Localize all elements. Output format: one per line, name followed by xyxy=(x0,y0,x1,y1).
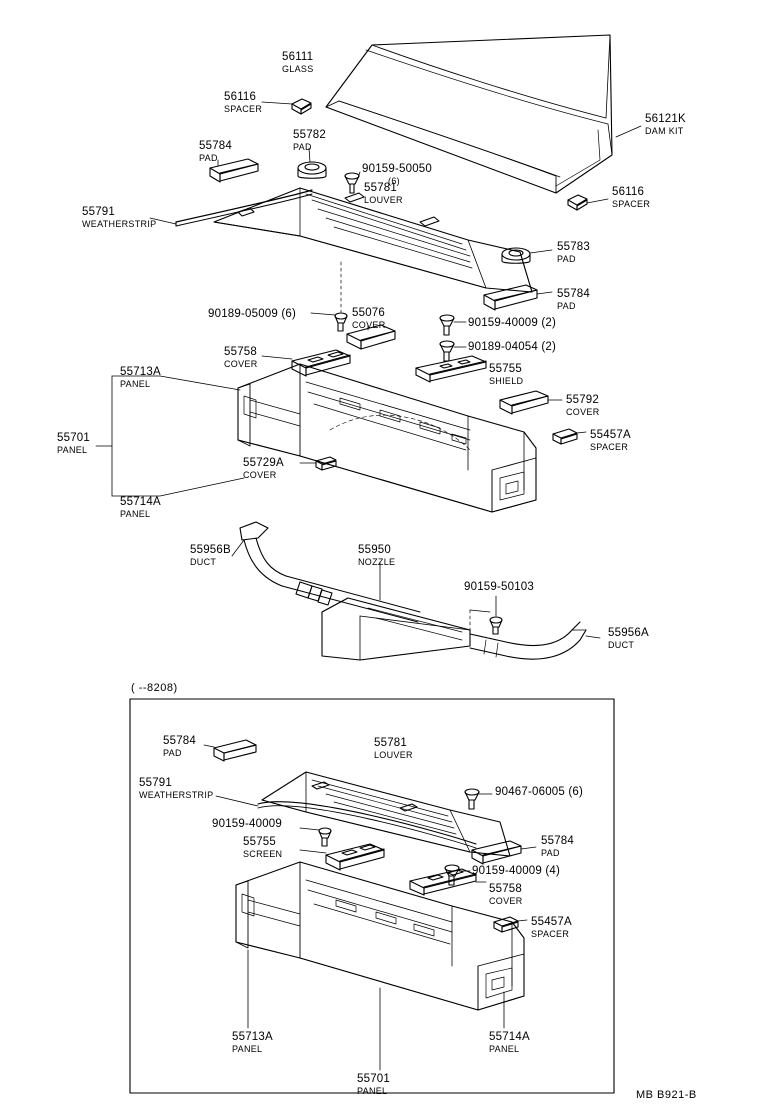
part-label-55701-lower xyxy=(357,1074,390,1097)
part-name: SCREEN xyxy=(243,848,283,859)
screw-90159-40009-lower-left xyxy=(319,828,331,846)
part-number: 55457A xyxy=(531,916,572,928)
pad-55782 xyxy=(298,162,326,178)
part-label-90159-40009-lower-right xyxy=(472,866,560,878)
part-label-90467-06005 xyxy=(495,787,583,799)
part-number: 55714A xyxy=(120,496,161,508)
screw-90159-50050 xyxy=(345,173,359,193)
screen-55755-lower xyxy=(326,844,384,870)
part-number: 56121K xyxy=(645,113,686,125)
screw-90189-04054 xyxy=(440,341,454,361)
part-label-55781-upper xyxy=(364,183,403,206)
nozzle-55950 xyxy=(240,522,586,660)
part-number: 55714A xyxy=(489,1031,530,1043)
part-label-90159-40009-upper xyxy=(468,318,556,330)
screw-90189-05009 xyxy=(335,313,347,331)
part-label-90189-05009 xyxy=(208,309,296,321)
part-label-55076 xyxy=(352,308,386,331)
part-number: 56111 xyxy=(282,51,314,63)
part-number: 55755 xyxy=(489,363,522,375)
part-number: 55956B xyxy=(190,544,231,556)
part-label-55784-upper-left xyxy=(199,141,232,164)
part-name: PANEL xyxy=(120,508,151,519)
part-label-55714a-upper xyxy=(120,497,161,520)
part-qty: (6) xyxy=(388,175,400,186)
part-number: 90159-40009 (2) xyxy=(468,317,557,329)
screw-90159-50103 xyxy=(490,617,502,634)
part-number: 55791 xyxy=(82,206,115,218)
part-number: 55701 xyxy=(57,432,90,444)
part-name: GLASS xyxy=(282,63,314,74)
part-number: 55758 xyxy=(489,883,522,895)
part-name: SPACER xyxy=(590,441,629,452)
part-number: 55713A xyxy=(120,366,161,378)
diagram-footer-code: MB B921-B xyxy=(636,1089,697,1101)
part-label-55792 xyxy=(566,395,600,418)
part-name: DUCT xyxy=(190,556,217,567)
part-name: PAD xyxy=(163,747,182,758)
part-name: DUCT xyxy=(608,639,635,650)
part-name: DAM KIT xyxy=(645,125,684,136)
part-label-55782 xyxy=(293,130,326,153)
part-number: 90189-04054 (2) xyxy=(468,341,557,353)
part-number: 55457A xyxy=(590,429,631,441)
part-name: PAD xyxy=(199,152,218,163)
part-number: 55784 xyxy=(557,288,590,300)
part-name: PANEL xyxy=(489,1043,520,1054)
variant-box xyxy=(130,699,614,1093)
part-number: 55713A xyxy=(232,1031,273,1043)
shield-55755 xyxy=(416,356,486,382)
part-label-55956b xyxy=(190,545,231,568)
part-label-55950 xyxy=(358,545,395,568)
part-number: 55783 xyxy=(557,241,590,253)
part-name: COVER xyxy=(224,358,258,369)
part-name: PANEL xyxy=(57,444,88,455)
part-label-55755-screen xyxy=(243,837,282,860)
part-label-56116-upper xyxy=(224,92,262,115)
spacer-56116-upper xyxy=(292,99,311,114)
part-label-90159-40009-lower-left xyxy=(212,819,282,831)
part-name: LOUVER xyxy=(374,749,413,760)
part-label-55783 xyxy=(557,242,590,265)
part-number: 55701 xyxy=(357,1073,390,1085)
part-name: SHIELD xyxy=(489,375,524,386)
part-label-56121k xyxy=(645,114,686,137)
part-name: SPACER xyxy=(224,103,263,114)
cover-55758-upper xyxy=(292,350,350,376)
weatherstrip-55791 xyxy=(176,190,312,226)
part-label-55784-lower-left xyxy=(163,736,196,759)
part-number: 55758 xyxy=(224,346,257,358)
part-name: PAD xyxy=(293,141,312,152)
part-label-55758-lower xyxy=(489,884,523,907)
part-name: COVER xyxy=(489,895,523,906)
part-number: 55784 xyxy=(163,735,196,747)
part-number: 55755 xyxy=(243,836,276,848)
part-label-55755-shield xyxy=(489,364,523,387)
part-number: 90159-50103 xyxy=(464,581,534,593)
part-label-55956a xyxy=(608,628,649,651)
part-name: NOZZLE xyxy=(358,556,396,567)
part-number: 55784 xyxy=(541,835,574,847)
part-label-90189-04054 xyxy=(468,342,556,354)
part-number: 90159-50050 xyxy=(362,163,432,175)
part-number: 55781 xyxy=(374,737,407,749)
pad-55784-lower-left xyxy=(214,740,256,761)
part-label-55457a-upper xyxy=(590,430,631,453)
part-name: PANEL xyxy=(120,378,151,389)
part-name: PANEL xyxy=(357,1085,388,1096)
part-label-55784-right xyxy=(557,289,590,312)
cover-55729a xyxy=(316,457,336,470)
part-number: 55782 xyxy=(293,129,326,141)
cover-55792 xyxy=(500,391,548,414)
part-label-55791-lower xyxy=(139,778,213,801)
part-label-55729a xyxy=(243,458,284,481)
part-name: PAD xyxy=(557,300,576,311)
screw-90467-06005 xyxy=(465,789,479,809)
part-label-55713a-upper xyxy=(120,367,161,390)
part-number: 90159-40009 (4) xyxy=(472,865,561,877)
part-name: COVER xyxy=(566,406,600,417)
part-label-90159-50103 xyxy=(464,582,534,594)
part-label-56116-right xyxy=(612,187,650,210)
part-number: 55791 xyxy=(139,777,172,789)
screw-90159-40009-upper xyxy=(440,315,454,335)
spacer-56116-right xyxy=(568,195,587,210)
part-name: LOUVER xyxy=(364,194,403,205)
part-label-55457a-lower xyxy=(531,917,572,940)
part-number: 55792 xyxy=(566,394,599,406)
pad-55783 xyxy=(502,248,530,263)
part-number: 55956A xyxy=(608,627,649,639)
part-label-55713a-lower xyxy=(232,1032,273,1055)
part-name: WEATHERSTRIP xyxy=(139,789,214,800)
part-number: 55784 xyxy=(199,140,232,152)
spacer-55457a-upper xyxy=(553,429,577,444)
part-number: 90189-05009 (6) xyxy=(208,308,297,320)
part-name: SPACER xyxy=(612,198,651,209)
part-label-55791-upper xyxy=(82,207,156,230)
part-number: 55729A xyxy=(243,457,284,469)
part-name: COVER xyxy=(243,469,277,480)
part-name: PAD xyxy=(557,253,576,264)
part-name: PANEL xyxy=(232,1043,263,1054)
part-number: 90159-40009 xyxy=(212,818,282,830)
part-label-55701-upper xyxy=(57,433,90,456)
part-name: PAD xyxy=(541,847,560,858)
part-number: 56116 xyxy=(224,91,257,103)
part-label-55714a-lower xyxy=(489,1032,530,1055)
part-number: 55781 xyxy=(364,182,397,194)
part-label-56111 xyxy=(282,52,314,75)
variant-range-label: ( --8208) xyxy=(131,682,178,694)
part-number: 90467-06005 (6) xyxy=(495,786,584,798)
part-number: 55076 xyxy=(352,307,385,319)
part-label-55781-lower xyxy=(374,738,413,761)
part-number: 56116 xyxy=(612,186,645,198)
part-name: WEATHERSTRIP xyxy=(82,218,157,229)
part-name: COVER xyxy=(352,319,386,330)
part-number: 55950 xyxy=(358,544,391,556)
part-name: SPACER xyxy=(531,928,570,939)
cover-55758-lower xyxy=(410,869,476,895)
part-label-55758-upper xyxy=(224,347,258,370)
part-label-55784-lower-right xyxy=(541,836,574,859)
